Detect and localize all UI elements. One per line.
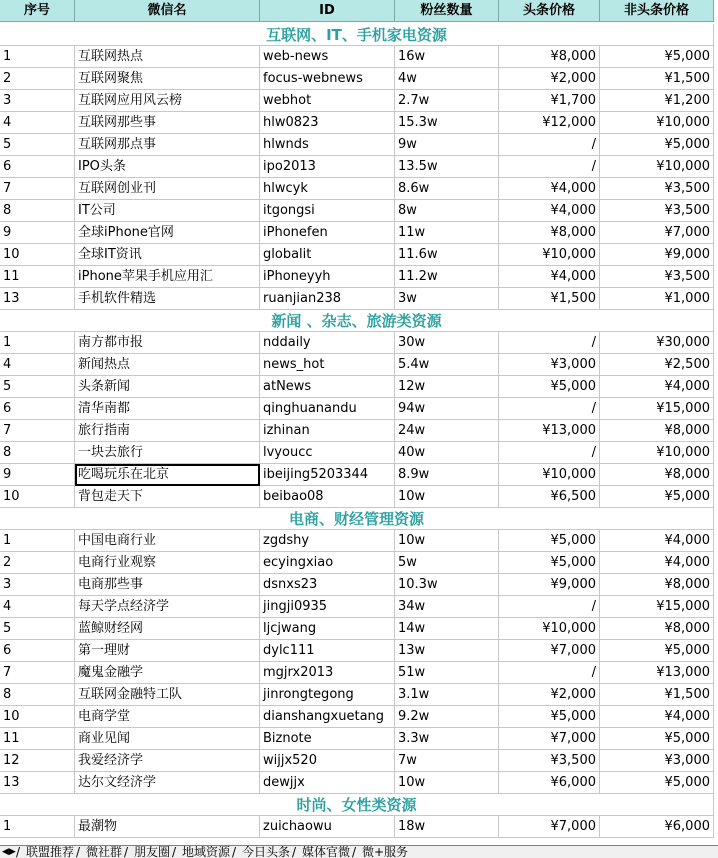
cell-nonheadline-price[interactable]: ¥8,000 (600, 618, 714, 640)
table-row (0, 68, 714, 90)
cell-wechat-name[interactable]: 电商学堂 (75, 706, 260, 728)
cell-nonheadline-price[interactable]: ¥5,000 (600, 46, 714, 68)
cell-id[interactable]: dsnxs23 (260, 574, 395, 596)
cell-fans[interactable]: 40w (395, 442, 499, 464)
cell-nonheadline-price[interactable]: ¥8,000 (600, 464, 714, 486)
cell-index[interactable]: 9 (0, 464, 75, 486)
tab-separator: / (352, 845, 357, 858)
cell-index[interactable]: 6 (0, 398, 75, 420)
cell-fans[interactable]: 8.6w (395, 178, 499, 200)
cell-nonheadline-price[interactable]: ¥3,500 (600, 266, 714, 288)
cell-headline-price[interactable]: ¥6,500 (499, 486, 600, 508)
table-row (0, 662, 714, 684)
table-row (0, 530, 714, 552)
cell-fans[interactable]: 14w (395, 618, 499, 640)
cell-nonheadline-price[interactable]: ¥8,000 (600, 420, 714, 442)
tab-separator: / (292, 845, 297, 858)
cell-nonheadline-price[interactable]: ¥5,000 (600, 134, 714, 156)
cell-wechat-name[interactable]: 蓝鲸财经网 (75, 618, 260, 640)
cell-fans[interactable]: 13.5w (395, 156, 499, 178)
cell-id[interactable]: webhot (260, 90, 395, 112)
cell-fans[interactable]: 10w (395, 772, 499, 794)
cell-index[interactable]: 8 (0, 684, 75, 706)
cell-id[interactable]: izhinan (260, 420, 395, 442)
cell-wechat-name[interactable]: 清华南都 (75, 398, 260, 420)
sheet-tab[interactable]: 微社群 (86, 845, 123, 858)
cell-fans[interactable]: 8w (395, 200, 499, 222)
cell-fans[interactable]: 10w (395, 530, 499, 552)
cell-wechat-name[interactable]: 互联网金融特工队 (75, 684, 260, 706)
cell-headline-price[interactable]: ¥12,000 (499, 112, 600, 134)
sheet-tab[interactable]: 今日头条 (242, 845, 291, 858)
table-row (0, 134, 714, 156)
cell-id[interactable]: qinghuanandu (260, 398, 395, 420)
cell-id[interactable]: ruanjian238 (260, 288, 395, 310)
table-row (0, 46, 714, 68)
cell-index[interactable]: 7 (0, 420, 75, 442)
cell-wechat-name[interactable]: IPO头条 (75, 156, 260, 178)
cell-index[interactable]: 6 (0, 156, 75, 178)
cell-fans[interactable]: 10w (395, 486, 499, 508)
cell-wechat-name[interactable]: 旅行指南 (75, 420, 260, 442)
cell-fans[interactable]: 94w (395, 398, 499, 420)
table-row (0, 354, 714, 376)
cell-headline-price[interactable]: ¥4,000 (499, 200, 600, 222)
cell-fans[interactable]: 2.7w (395, 90, 499, 112)
cell-headline-price[interactable]: ¥4,000 (499, 266, 600, 288)
cell-fans[interactable]: 24w (395, 420, 499, 442)
cell-id[interactable]: dianshangxuetang (260, 706, 395, 728)
cell-wechat-name[interactable]: 新闻热点 (75, 354, 260, 376)
cell-nonheadline-price[interactable]: ¥1,500 (600, 68, 714, 90)
cell-wechat-name[interactable]: 互联网创业刊 (75, 178, 260, 200)
table-row (0, 244, 714, 266)
table-row (0, 420, 714, 442)
tab-separator: / (232, 845, 237, 858)
cell-fans[interactable]: 3.3w (395, 728, 499, 750)
cell-wechat-name[interactable]: 中国电商行业 (75, 530, 260, 552)
cell-nonheadline-price[interactable]: ¥3,500 (600, 200, 714, 222)
cell-headline-price[interactable]: ¥5,000 (499, 552, 600, 574)
cell-id[interactable]: dewjjx (260, 772, 395, 794)
cell-nonheadline-price[interactable]: ¥3,500 (600, 178, 714, 200)
cell-id[interactable]: iPhonefen (260, 222, 395, 244)
cell-headline-price[interactable]: ¥3,500 (499, 750, 600, 772)
cell-index[interactable]: 5 (0, 376, 75, 398)
table-row (0, 376, 714, 398)
cell-wechat-name[interactable]: 一块去旅行 (75, 442, 260, 464)
cell-headline-price[interactable]: ¥5,000 (499, 376, 600, 398)
cell-index[interactable]: 4 (0, 596, 75, 618)
cell-id[interactable]: ljcjwang (260, 618, 395, 640)
header-index[interactable]: 序号 (0, 0, 75, 22)
cell-wechat-name[interactable]: 互联网那点事 (75, 134, 260, 156)
table-row (0, 552, 714, 574)
table-row (0, 640, 714, 662)
cell-id[interactable]: iPhoneyyh (260, 266, 395, 288)
cell-index[interactable]: 1 (0, 816, 75, 838)
cell-headline-price[interactable]: ¥4,000 (499, 178, 600, 200)
cell-index[interactable]: 10 (0, 486, 75, 508)
cell-index[interactable]: 5 (0, 618, 75, 640)
cell-index[interactable]: 12 (0, 750, 75, 772)
cell-fans[interactable]: 9w (395, 134, 499, 156)
header-wechat-name[interactable]: 微信名 (75, 0, 260, 22)
cell-headline-price[interactable]: ¥5,000 (499, 706, 600, 728)
cell-nonheadline-price[interactable]: ¥15,000 (600, 398, 714, 420)
cell-headline-price[interactable]: / (499, 662, 600, 684)
cell-fans[interactable]: 11.6w (395, 244, 499, 266)
cell-fans[interactable]: 16w (395, 46, 499, 68)
header-nonheadline-price[interactable]: 非头条价格 (600, 0, 714, 22)
table-row (0, 684, 714, 706)
cell-index[interactable]: 4 (0, 354, 75, 376)
cell-headline-price[interactable]: ¥3,000 (499, 354, 600, 376)
cell-headline-price[interactable]: ¥10,000 (499, 464, 600, 486)
cell-index[interactable]: 2 (0, 68, 75, 90)
cell-nonheadline-price[interactable]: ¥13,000 (600, 662, 714, 684)
cell-nonheadline-price[interactable]: ¥9,000 (600, 244, 714, 266)
header-id[interactable]: ID (260, 0, 395, 22)
tab-separator: / (124, 845, 129, 858)
cell-id[interactable]: hlwcyk (260, 178, 395, 200)
cell-nonheadline-price[interactable]: ¥1,500 (600, 684, 714, 706)
section-title[interactable]: 电商、财经管理资源 (0, 508, 714, 530)
sheet-tab[interactable]: 联盟推荐 (26, 845, 75, 858)
cell-nonheadline-price[interactable]: ¥10,000 (600, 442, 714, 464)
table-row (0, 332, 714, 354)
table-row (0, 706, 714, 728)
cell-wechat-name[interactable]: 头条新闻 (75, 376, 260, 398)
cell-headline-price[interactable]: ¥8,000 (499, 222, 600, 244)
cell-headline-price[interactable]: ¥8,000 (499, 46, 600, 68)
cell-index[interactable]: 11 (0, 266, 75, 288)
cell-id[interactable]: ipo2013 (260, 156, 395, 178)
cell-fans[interactable]: 11.2w (395, 266, 499, 288)
cell-nonheadline-price[interactable]: ¥15,000 (600, 596, 714, 618)
cell-id[interactable]: dylc111 (260, 640, 395, 662)
sheet-nav-arrows-icon[interactable]: ◀▶ (2, 847, 16, 857)
cell-fans[interactable]: 12w (395, 376, 499, 398)
table-row (0, 442, 714, 464)
cell-wechat-name[interactable]: 全球iPhone官网 (75, 222, 260, 244)
cell-id[interactable]: news_hot (260, 354, 395, 376)
cell-index[interactable]: 10 (0, 244, 75, 266)
cell-id[interactable]: hlw0823 (260, 112, 395, 134)
table-row (0, 178, 714, 200)
cell-fans[interactable]: 3w (395, 288, 499, 310)
sheet-tab-bar (0, 845, 718, 858)
cell-headline-price[interactable]: / (499, 134, 600, 156)
sheet-tab[interactable]: 媒体官微 (302, 845, 351, 858)
cell-headline-price[interactable]: ¥6,000 (499, 772, 600, 794)
cell-fans[interactable]: 7w (395, 750, 499, 772)
cell-nonheadline-price[interactable]: ¥5,000 (600, 772, 714, 794)
table-row (0, 222, 714, 244)
table-row (0, 200, 714, 222)
cell-wechat-name[interactable]: 互联网聚焦 (75, 68, 260, 90)
cell-nonheadline-price[interactable]: ¥6,000 (600, 816, 714, 838)
cell-wechat-name[interactable]: 达尔文经济学 (75, 772, 260, 794)
cell-id[interactable]: mgjrx2013 (260, 662, 395, 684)
tab-separator: / (16, 845, 21, 858)
cell-headline-price[interactable]: / (499, 398, 600, 420)
cell-id[interactable]: jinrongtegong (260, 684, 395, 706)
cell-index[interactable]: 7 (0, 178, 75, 200)
cell-headline-price[interactable]: ¥2,000 (499, 68, 600, 90)
cell-headline-price[interactable]: ¥1,700 (499, 90, 600, 112)
cell-headline-price[interactable]: ¥7,000 (499, 640, 600, 662)
cell-index[interactable]: 1 (0, 332, 75, 354)
cell-id[interactable]: lvyoucc (260, 442, 395, 464)
cell-headline-price[interactable]: ¥9,000 (499, 574, 600, 596)
selected-cell[interactable]: 吃喝玩乐在北京 (75, 464, 260, 486)
cell-index[interactable]: 11 (0, 728, 75, 750)
cell-fans[interactable]: 5.4w (395, 354, 499, 376)
cell-wechat-name[interactable]: 互联网那些事 (75, 112, 260, 134)
table-row (0, 464, 714, 486)
header-headline-price[interactable]: 头条价格 (499, 0, 600, 22)
cell-fans[interactable]: 51w (395, 662, 499, 684)
cell-wechat-name[interactable]: 互联网热点 (75, 46, 260, 68)
cell-nonheadline-price[interactable]: ¥7,000 (600, 222, 714, 244)
cell-nonheadline-price[interactable]: ¥4,000 (600, 552, 714, 574)
cell-fans[interactable]: 13w (395, 640, 499, 662)
sheet-tab[interactable]: 地域资源 (182, 845, 231, 858)
cell-nonheadline-price[interactable]: ¥5,000 (600, 486, 714, 508)
cell-headline-price[interactable]: ¥7,000 (499, 816, 600, 838)
sheet-tab[interactable]: 微+服务 (362, 845, 409, 858)
table-row (0, 728, 714, 750)
cell-id[interactable]: Biznote (260, 728, 395, 750)
cell-headline-price[interactable]: / (499, 332, 600, 354)
cell-wechat-name[interactable]: 魔鬼金融学 (75, 662, 260, 684)
cell-index[interactable]: 3 (0, 90, 75, 112)
cell-index[interactable]: 9 (0, 222, 75, 244)
cell-id[interactable]: ecyingxiao (260, 552, 395, 574)
cell-fans[interactable]: 5w (395, 552, 499, 574)
section-title-row (0, 24, 714, 46)
cell-headline-price[interactable]: ¥5,000 (499, 530, 600, 552)
cell-wechat-name[interactable]: 商业见闻 (75, 728, 260, 750)
section-title[interactable]: 新闻 、杂志、旅游类资源 (0, 310, 714, 332)
table-row (0, 90, 714, 112)
table-row (0, 772, 714, 794)
section-title-row (0, 508, 714, 530)
cell-headline-price[interactable]: / (499, 596, 600, 618)
cell-wechat-name[interactable]: iPhone苹果手机应用汇 (75, 266, 260, 288)
cell-index[interactable]: 6 (0, 640, 75, 662)
cell-nonheadline-price[interactable]: ¥4,000 (600, 376, 714, 398)
cell-headline-price[interactable]: ¥10,000 (499, 244, 600, 266)
cell-nonheadline-price[interactable]: ¥10,000 (600, 156, 714, 178)
table-row (0, 112, 714, 134)
cell-headline-price[interactable]: / (499, 442, 600, 464)
cell-fans[interactable]: 15.3w (395, 112, 499, 134)
cell-fans[interactable]: 30w (395, 332, 499, 354)
cell-nonheadline-price[interactable]: ¥8,000 (600, 574, 714, 596)
cell-wechat-name[interactable]: 背包走天下 (75, 486, 260, 508)
cell-headline-price[interactable]: ¥2,000 (499, 684, 600, 706)
cell-index[interactable]: 7 (0, 662, 75, 684)
cell-nonheadline-price[interactable]: ¥5,000 (600, 640, 714, 662)
cell-wechat-name[interactable]: 每天学点经济学 (75, 596, 260, 618)
cell-headline-price[interactable]: ¥13,000 (499, 420, 600, 442)
cell-id[interactable]: focus-webnews (260, 68, 395, 90)
cell-id[interactable]: zgdshy (260, 530, 395, 552)
table-row (0, 816, 714, 838)
table-row (0, 596, 714, 618)
table-row (0, 156, 714, 178)
cell-headline-price[interactable]: / (499, 156, 600, 178)
cell-wechat-name[interactable]: 最潮物 (75, 816, 260, 838)
section-title-row (0, 794, 714, 816)
cell-index[interactable]: 1 (0, 530, 75, 552)
cell-wechat-name[interactable]: 互联网应用风云榜 (75, 90, 260, 112)
cell-id[interactable]: nddaily (260, 332, 395, 354)
cell-fans[interactable]: 18w (395, 816, 499, 838)
section-title[interactable]: 时尚、女性类资源 (0, 794, 714, 816)
table-row (0, 618, 714, 640)
cell-index[interactable]: 5 (0, 134, 75, 156)
table-row (0, 288, 714, 310)
cell-id[interactable]: itgongsi (260, 200, 395, 222)
cell-headline-price[interactable]: ¥10,000 (499, 618, 600, 640)
header-fans[interactable]: 粉丝数量 (395, 0, 499, 22)
cell-headline-price[interactable]: ¥7,000 (499, 728, 600, 750)
cell-nonheadline-price[interactable]: ¥4,000 (600, 530, 714, 552)
cell-id[interactable]: web-news (260, 46, 395, 68)
cell-fans[interactable]: 8.9w (395, 464, 499, 486)
cell-index[interactable]: 1 (0, 46, 75, 68)
cell-wechat-name[interactable]: 我爱经济学 (75, 750, 260, 772)
cell-fans[interactable]: 3.1w (395, 684, 499, 706)
cell-nonheadline-price[interactable]: ¥4,000 (600, 706, 714, 728)
table-row (0, 266, 714, 288)
cell-id[interactable]: hlwnds (260, 134, 395, 156)
cell-nonheadline-price[interactable]: ¥3,000 (600, 750, 714, 772)
cell-wechat-name[interactable]: 电商那些事 (75, 574, 260, 596)
cell-nonheadline-price[interactable]: ¥1,200 (600, 90, 714, 112)
cell-id[interactable]: globalit (260, 244, 395, 266)
cell-index[interactable]: 8 (0, 442, 75, 464)
table-row (0, 486, 714, 508)
table-row (0, 398, 714, 420)
cell-index[interactable]: 3 (0, 574, 75, 596)
cell-fans[interactable]: 11w (395, 222, 499, 244)
cell-id[interactable]: atNews (260, 376, 395, 398)
cell-id[interactable]: ibeijing5203344 (260, 464, 395, 486)
section-title[interactable]: 互联网、IT、手机家电资源 (0, 24, 714, 46)
cell-wechat-name[interactable]: 电商行业观察 (75, 552, 260, 574)
cell-id[interactable]: zuichaowu (260, 816, 395, 838)
cell-headline-price[interactable]: ¥1,500 (499, 288, 600, 310)
cell-nonheadline-price[interactable]: ¥30,000 (600, 332, 714, 354)
tab-separator: / (172, 845, 177, 858)
section-title-row (0, 310, 714, 332)
cell-fans[interactable]: 9.2w (395, 706, 499, 728)
cell-fans[interactable]: 10.3w (395, 574, 499, 596)
cell-index[interactable]: 4 (0, 112, 75, 134)
table-row (0, 750, 714, 772)
cell-wechat-name[interactable]: 手机软件精选 (75, 288, 260, 310)
cell-nonheadline-price[interactable]: ¥10,000 (600, 112, 714, 134)
cell-wechat-name[interactable]: 全球IT资讯 (75, 244, 260, 266)
cell-nonheadline-price[interactable]: ¥5,000 (600, 728, 714, 750)
cell-fans[interactable]: 4w (395, 68, 499, 90)
cell-index[interactable]: 8 (0, 200, 75, 222)
cell-index[interactable]: 13 (0, 288, 75, 310)
tab-separator: / (76, 845, 81, 858)
sheet-tab[interactable]: 朋友圈 (134, 845, 171, 858)
cell-id[interactable]: jingji0935 (260, 596, 395, 618)
cell-wechat-name[interactable]: IT公司 (75, 200, 260, 222)
cell-wechat-name[interactable]: 第一理财 (75, 640, 260, 662)
cell-nonheadline-price[interactable]: ¥1,000 (600, 288, 714, 310)
cell-index[interactable]: 10 (0, 706, 75, 728)
cell-wechat-name[interactable]: 南方都市报 (75, 332, 260, 354)
cell-fans[interactable]: 34w (395, 596, 499, 618)
cell-id[interactable]: beibao08 (260, 486, 395, 508)
cell-nonheadline-price[interactable]: ¥2,500 (600, 354, 714, 376)
cell-id[interactable]: wijjx520 (260, 750, 395, 772)
table-row (0, 574, 714, 596)
cell-index[interactable]: 2 (0, 552, 75, 574)
cell-index[interactable]: 13 (0, 772, 75, 794)
